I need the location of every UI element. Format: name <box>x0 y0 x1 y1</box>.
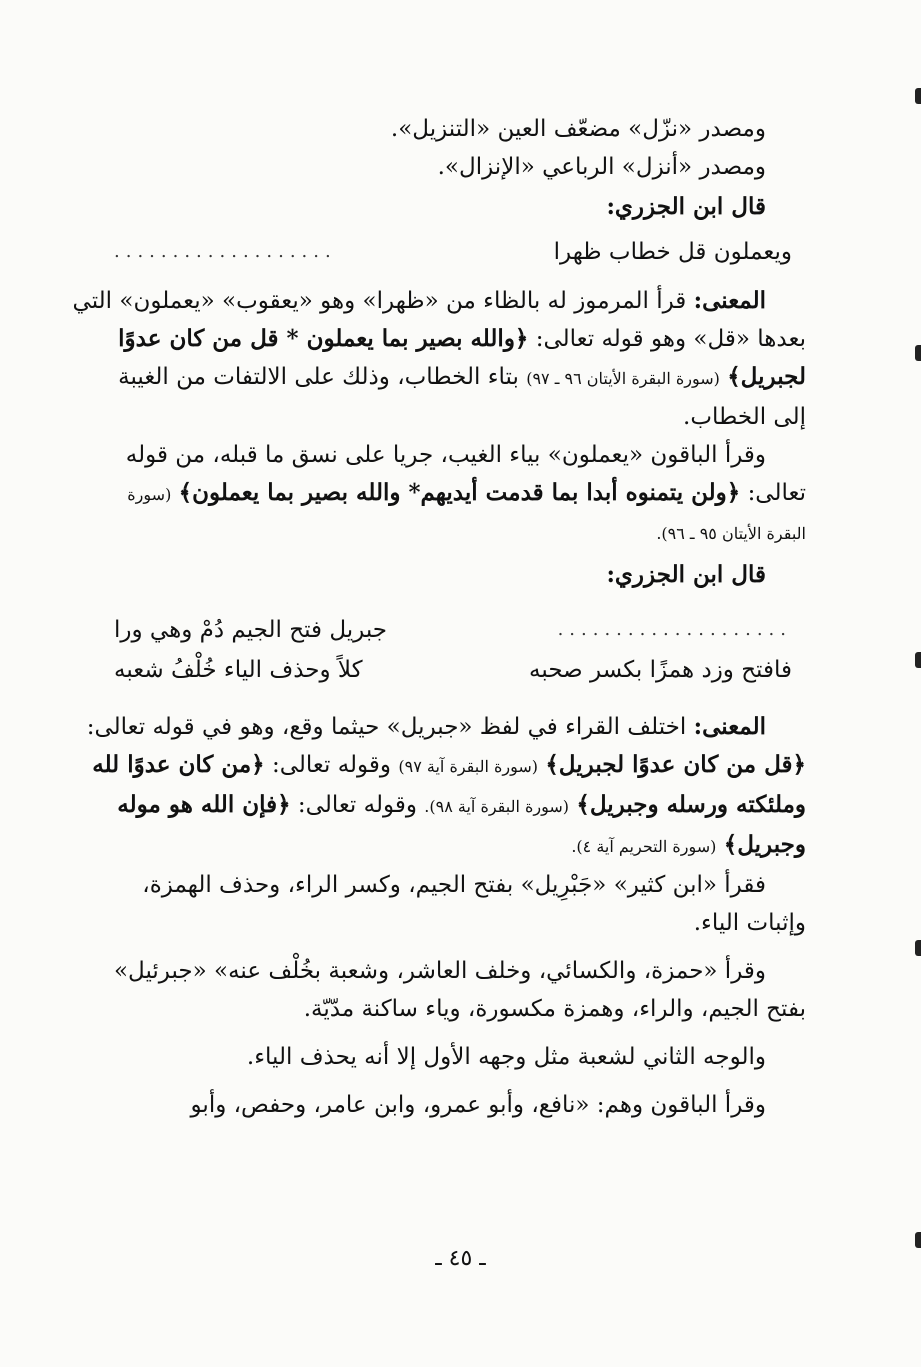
page-body <box>72 110 806 1124</box>
binding-mark <box>915 652 921 668</box>
text-line: بفتح الجيم، والراء، وهمزة مكسورة، وياء ساكنة مدّيّة. <box>303 996 806 1022</box>
binding-mark <box>915 940 921 956</box>
binding-mark <box>915 345 921 361</box>
text-line: ومصدر «أنزل» الرباعي «الإنزال». <box>437 154 766 180</box>
quran-quote: ﴿قل من كان عدوًا لجبريل﴾ <box>545 751 806 778</box>
verse-hemistich: كلاً وحذف الياء خُلْفُ شعبه <box>114 657 363 683</box>
section-heading: قال ابن الجزري: <box>606 193 766 220</box>
text-line: ﴿قل من كان عدوًا لجبريل﴾ (سورة البقرة آية ٩٧) وقوله تعالى: ﴿من كان عدوًا لله <box>92 751 806 778</box>
verse-dots: .................... <box>557 619 792 640</box>
text-line: ومصدر «نزّل» مضعّف العين «التنزيل». <box>390 116 766 142</box>
reference: (سورة البقرة الأيتان ٩٦ ـ ٩٧) <box>526 369 720 388</box>
text-line: وقرأ الباقون «يعملون» بياء الغيب، جريا على نسق ما قبله، من قوله <box>125 442 766 468</box>
binding-mark <box>915 1232 921 1248</box>
text-line: وقرأ «حمزة، والكسائي، وخلف العاشر، وشعبة بخُلْف عنه» «جبرئيل» <box>113 958 766 984</box>
reference: (سورة التحريم آية ٤). <box>571 837 717 856</box>
meaning-label: المعنى: <box>693 287 766 314</box>
text-line: وإثبات الياء. <box>693 910 806 936</box>
text-line: لجبريل﴾ (سورة البقرة الأيتان ٩٦ ـ ٩٧) بتاء الخطاب، وذلك على الالتفات من الغيبة <box>118 363 806 390</box>
text-line <box>100 826 806 866</box>
verse-hemistich: ويعملون قل خطاب ظهرا <box>553 239 792 265</box>
verse-hemistich: جبريل فتح الجيم دُمْ وهي ورا <box>114 617 387 643</box>
text-line: والوجه الثاني لشعبة مثل وجهه الأول إلا أنه يحذف الياء. <box>246 1044 766 1070</box>
binding-mark <box>915 88 921 104</box>
reference: (سورة <box>127 485 172 504</box>
text-line: بعدها «قل» وهو قوله تعالى: ﴿والله بصير بما يعملون * قل من كان عدوًا <box>118 325 806 352</box>
verse-dots: ................... <box>114 241 337 262</box>
section-heading: قال ابن الجزري: <box>606 561 766 588</box>
quran-quote: وجبريل﴾ <box>723 831 806 858</box>
text-line: المعنى: اختلف القراء في لفظ «جبريل» حيثما وقع، وهو في قوله تعالى: <box>86 713 766 740</box>
quran-quote: ﴿والله بصير بما يعملون * قل من كان عدوًا <box>118 325 529 352</box>
reference: البقرة الأيتان ٩٥ ـ ٩٦). <box>656 524 806 543</box>
reference: (سورة البقرة آية ٩٨). <box>424 797 570 816</box>
reference: (سورة البقرة آية ٩٧) <box>398 757 539 776</box>
verse-line <box>100 650 806 690</box>
verse-hemistich: فافتح وزد همزًا بكسر صحبه <box>529 657 792 683</box>
verse-line <box>100 232 806 272</box>
page-number: ـ ٤٥ ـ <box>435 1246 486 1271</box>
quran-quote: ﴿ولن يتمنوه أبدا بما قدمت أيديهم* والله بصير بما يعملون﴾ <box>178 479 741 506</box>
verse-line <box>100 610 806 650</box>
meaning-label: المعنى: <box>693 713 766 740</box>
quran-quote: ﴿من كان عدوًا لله <box>92 751 265 778</box>
text-line: وقرأ الباقون وهم: «نافع، وأبو عمرو، وابن عامر، وحفص، وأبو <box>190 1092 766 1118</box>
text-line: وملئكته ورسله وجبريل﴾ (سورة البقرة آية ٩٨). وقوله تعالى: ﴿فإن الله هو موله <box>117 791 806 818</box>
text-line: تعالى: ﴿ولن يتمنوه أبدا بما قدمت أيديهم* والله بصير بما يعملون﴾ (سورة <box>127 479 806 506</box>
quran-quote: ﴿فإن الله هو موله <box>117 791 291 818</box>
text-line: فقرأ «ابن كثير» «جَبْرِيل» بفتح الجيم، وكسر الراء، وحذف الهمزة، <box>142 872 766 898</box>
quran-quote: لجبريل﴾ <box>727 363 806 390</box>
text-line: المعنى: قرأ المرموز له بالظاء من «ظهرا» وهو «يعقوب» «يعملون» التي <box>72 287 766 314</box>
quran-quote: وملئكته ورسله وجبريل﴾ <box>576 791 806 818</box>
text-line: إلى الخطاب. <box>683 404 806 430</box>
